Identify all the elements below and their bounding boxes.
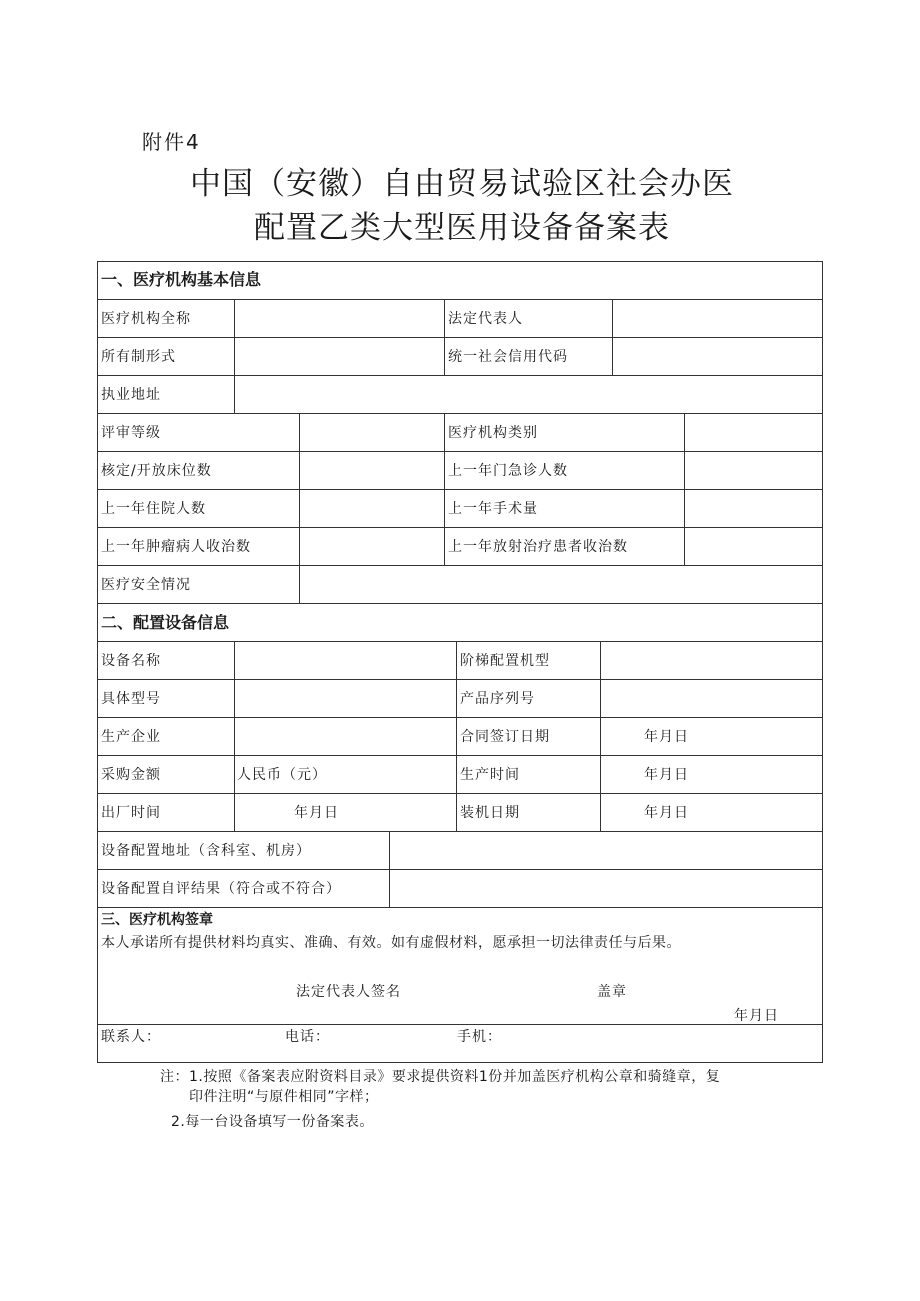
row-divider	[97, 413, 823, 414]
label-address: 执业地址	[101, 387, 161, 403]
col-divider	[234, 641, 235, 831]
label-self-eval: 设备配置自评结果（符合或不符合）	[101, 881, 341, 897]
section-1-heading: 一、医疗机构基本信息	[101, 270, 262, 289]
contract-date-placeholder: 年月日	[644, 729, 689, 745]
label-legal-rep: 法定代表人	[448, 311, 523, 327]
section-3-heading: 三、医疗机构签章	[101, 912, 213, 928]
label-surgeries: 上一年手术量	[448, 501, 538, 517]
col-divider	[444, 299, 445, 375]
label-radiotherapy-patients: 上一年放射治疗患者收治数	[448, 539, 628, 555]
form-title-line-2: 配置乙类大型医用设备备案表	[254, 210, 670, 246]
label-install-date: 装机日期	[460, 805, 520, 821]
row-divider	[97, 641, 823, 642]
row-divider	[97, 679, 823, 680]
col-divider	[299, 413, 300, 603]
label-model: 具体型号	[101, 691, 161, 707]
row-divider	[97, 869, 823, 870]
amount-unit: 人民币（元）	[237, 767, 327, 783]
label-grade: 评审等级	[101, 425, 161, 441]
note-line-3: 2.每一台设备填写一份备案表。	[171, 1114, 374, 1130]
row-divider	[97, 717, 823, 718]
row-divider	[97, 337, 823, 338]
row-divider	[97, 907, 823, 908]
section-2-heading: 二、配置设备信息	[101, 613, 230, 632]
label-factory-date: 出厂时间	[101, 805, 161, 821]
row-divider	[97, 565, 823, 566]
legal-rep-signature-label: 法定代表人签名	[296, 984, 401, 1000]
label-device-name: 设备名称	[101, 653, 161, 669]
label-beds: 核定/开放床位数	[101, 463, 212, 479]
label-config-address: 设备配置地址（含科室、机房）	[101, 843, 311, 859]
col-divider	[456, 641, 457, 831]
install-date-placeholder: 年月日	[644, 805, 689, 821]
label-ownership: 所有制形式	[101, 349, 176, 365]
factory-date-placeholder: 年月日	[294, 805, 339, 821]
attachment-number: 附件4	[142, 130, 201, 154]
pledge-statement: 本人承诺所有提供材料均真实、准确、有效。如有虚假材料，愿承担一切法律责任与后果。	[101, 935, 681, 951]
label-inpatients: 上一年住院人数	[101, 501, 206, 517]
form-title-line-1: 中国（安徽）自由贸易试验区社会办医	[190, 166, 734, 202]
label-tier-model: 阶梯配置机型	[460, 653, 550, 669]
row-divider	[97, 755, 823, 756]
label-serial: 产品序列号	[460, 691, 535, 707]
row-divider	[97, 1024, 823, 1025]
label-production-date: 生产时间	[460, 767, 520, 783]
row-divider	[97, 451, 823, 452]
label-credit-code: 统一社会信用代码	[448, 349, 568, 365]
label-contract-date: 合同签订日期	[460, 729, 550, 745]
note-line-1: 注：1.按照《备案表应附资料目录》要求提供资料1份并加盖医疗机构公章和骑缝章，复	[160, 1069, 721, 1085]
col-divider	[234, 299, 235, 413]
row-divider	[97, 527, 823, 528]
label-tumor-patients: 上一年肿瘤病人收治数	[101, 539, 251, 555]
production-date-placeholder: 年月日	[644, 767, 689, 783]
col-divider	[612, 299, 613, 375]
seal-label: 盖章	[597, 984, 627, 1000]
row-divider	[97, 299, 823, 300]
label-outpatients: 上一年门急诊人数	[448, 463, 568, 479]
phone-label: 电话：	[285, 1029, 330, 1045]
col-divider	[389, 831, 390, 907]
mobile-label: 手机：	[457, 1029, 502, 1045]
col-divider	[684, 413, 685, 565]
col-divider	[444, 413, 445, 565]
row-divider	[97, 793, 823, 794]
row-divider	[97, 489, 823, 490]
row-divider	[97, 603, 823, 604]
sign-date-label: 年月日	[734, 1008, 779, 1024]
row-divider	[97, 375, 823, 376]
row-divider	[97, 831, 823, 832]
label-safety: 医疗安全情况	[101, 577, 191, 593]
label-category: 医疗机构类别	[448, 425, 538, 441]
label-full-name: 医疗机构全称	[101, 311, 191, 327]
label-amount: 采购金额	[101, 767, 161, 783]
note-line-2: 印件注明“与原件相同”字样；	[189, 1089, 379, 1105]
col-divider	[600, 641, 601, 831]
label-manufacturer: 生产企业	[101, 729, 161, 745]
contact-label: 联系人：	[101, 1029, 161, 1045]
